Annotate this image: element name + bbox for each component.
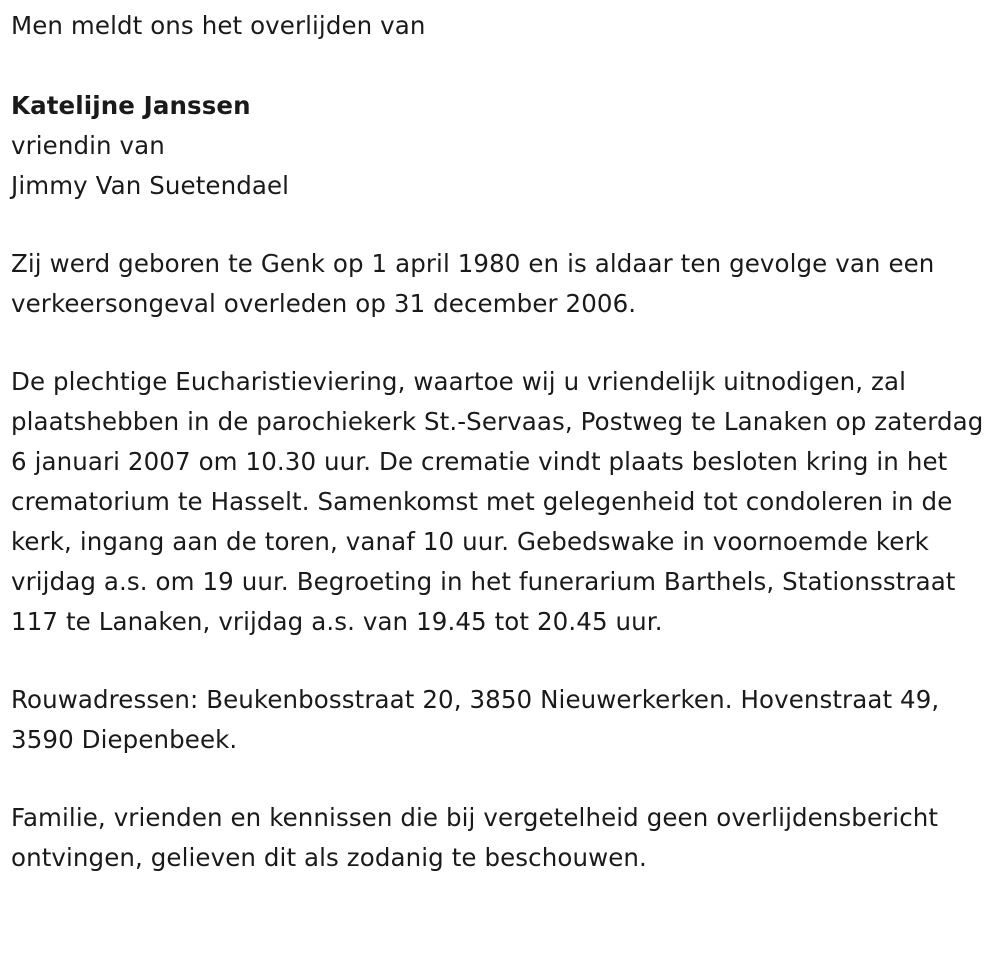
intro-text: Men meldt ons het overlijden van bbox=[11, 11, 426, 40]
deceased-name: Katelijne Janssen bbox=[11, 91, 251, 120]
death-notice bbox=[11, 6, 991, 878]
closing-paragraph: Familie, vrienden en kennissen die bij vergetelheid geen overlijdensbericht ontvingen, gelieven dit als zodanig te beschouwen. bbox=[11, 803, 939, 872]
partner-name: Jimmy Van Suetendael bbox=[11, 171, 290, 200]
addresses-paragraph: Rouwadressen: Beukenbosstraat 20, 3850 Nieuwerkerken. Hovenstraat 49, 3590 Diepenbeek. bbox=[11, 685, 940, 754]
relation-text: vriendin van bbox=[11, 131, 165, 160]
birth-death-paragraph: Zij werd geboren te Genk op 1 april 1980 en is aldaar ten gevolge van een verkeersongeval overleden op 31 december 2006. bbox=[11, 249, 935, 318]
ceremony-paragraph: De plechtige Eucharistieviering, waartoe wij u vriendelijk uitnodigen, zal plaatshebben in de parochiekerk St.-Servaas, Postweg te Lanaken op zaterdag 6 januari 2007 om 10.30 uur. De crematie vindt plaats besloten kring in het crematorium te Hasselt. Samenkomst met gelegenheid tot condoleren in de kerk, ingang aan de toren, vanaf 10 uur. Gebedswake in voornoemde kerk vrijdag a.s. om 19 uur. Begroeting in het funerarium Barthels, Stationsstraat 117 te Lanaken, vrijdag a.s. van 19.45 tot 20.45 uur. bbox=[11, 367, 984, 636]
